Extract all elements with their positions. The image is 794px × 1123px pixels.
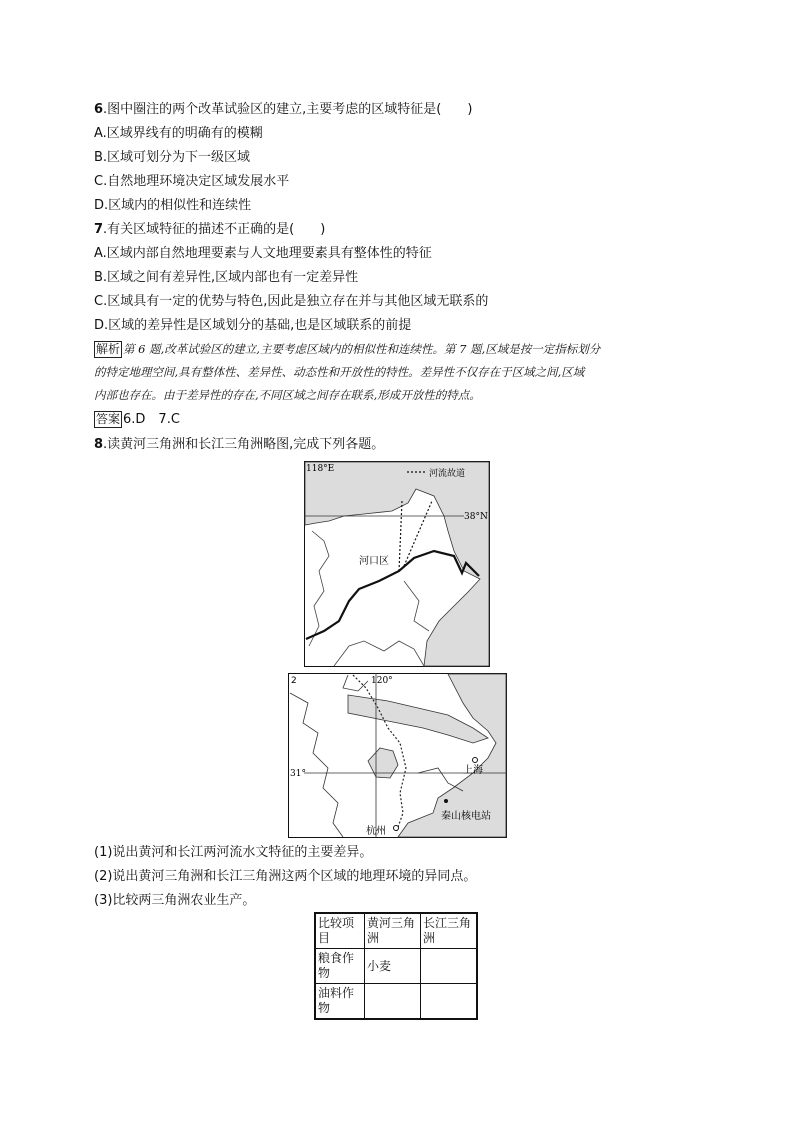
yellow-river-delta-map: [304, 461, 490, 667]
shanghai-label: 上海: [463, 765, 483, 776]
answer-text: 6.D 7.C: [123, 412, 180, 427]
q8-sub-1: (1)说出黄河和长江两河流水文特征的主要差异。: [94, 845, 373, 860]
explanation-line-1: [94, 338, 700, 361]
yangtze-river-map-svg: [288, 673, 507, 838]
q7-option-c: C.区域具有一定的优势与特色,因此是独立存在并与其他区域无联系的: [94, 294, 489, 309]
q6-option-d: D.区域内的相似性和连续性: [94, 198, 252, 213]
map1-longitude-label: 118°E: [306, 464, 335, 474]
q7-option-d: D.区域的差异性是区域划分的基础,也是区域联系的前提: [94, 318, 412, 333]
yangtze-river-delta-map: [288, 673, 507, 838]
agriculture-comparison-table: [314, 912, 478, 1020]
q7-stem-text: .有关区域特征的描述不正确的是( ): [103, 222, 326, 237]
q8-stem-text: .读黄河三角洲和长江三角洲略图,完成下列各题。: [103, 437, 385, 452]
q7-option-a: A.区域内部自然地理要素与人文地理要素具有整体性的特征: [94, 246, 432, 261]
map2-latitude-label: 31°: [290, 769, 306, 779]
map1-legend-label: 河流故道: [429, 469, 466, 479]
map1-latitude-label: 38°N: [464, 512, 488, 522]
header-yangtze: 长江三角洲: [421, 913, 478, 949]
q6-stem-text: .图中圈注的两个改革试验区的建立,主要考虑的区域特征是( ): [103, 102, 473, 117]
hekou-district-label: 河口区: [359, 556, 389, 567]
map2-corner-label: 2: [291, 676, 297, 686]
q6-stem: [94, 101, 472, 119]
qinshan-marker: [444, 799, 448, 803]
map2-longitude-label: 120°: [371, 676, 393, 686]
row-yellow-value: [365, 984, 421, 1020]
q8-stem: [94, 436, 384, 454]
q6-option-c: C.自然地理环境决定区域发展水平: [94, 174, 290, 189]
q7-stem: [94, 221, 325, 239]
row-item: 粮食作物: [315, 949, 365, 984]
table-header-row: [315, 913, 477, 949]
q6-option-a: A.区域界线有的明确有的模糊: [94, 126, 263, 141]
answer: [94, 411, 180, 429]
row-item: 油料作物: [315, 984, 365, 1020]
yellow-river-map-svg: [304, 461, 490, 667]
q6-number: 6: [94, 102, 104, 117]
q8-sub-3: (3)比较两三角洲农业生产。: [94, 893, 256, 908]
qinshan-label: 秦山核电站: [441, 811, 491, 822]
explanation-line-2: 的特定地理空间,具有整体性、差异性、动态性和开放性的特性。差异性不仅存在于区域之间,区域: [94, 365, 585, 379]
q8-number: 8: [94, 437, 104, 452]
q8-sub-2: (2)说出黄河三角洲和长江三角洲这两个区域的地理环境的异同点。: [94, 869, 477, 884]
row-yellow-value: 小麦: [365, 949, 421, 984]
explanation: [94, 338, 700, 407]
explanation-text-1: 第 6 题,改革试验区的建立,主要考虑区域内的相似性和连续性。第 7 题,区域是按一定指标划分: [123, 342, 601, 356]
header-item: 比较项目: [315, 913, 365, 949]
shanghai-marker: [473, 758, 478, 763]
row-yangtze-value: [421, 984, 478, 1020]
table-row: [315, 984, 477, 1020]
hangzhou-marker: [394, 826, 399, 831]
q6-option-b: B.区域可划分为下一级区域: [94, 150, 251, 165]
explanation-line-3: 内部也存在。由于差异性的存在,不同区域之间存在联系,形成开放性的特点。: [94, 388, 481, 402]
row-yangtze-value: [421, 949, 478, 984]
explanation-tag: 解析: [96, 342, 121, 356]
table-row: [315, 949, 477, 984]
hangzhou-label: 杭州: [366, 826, 386, 837]
answer-tag: 答案: [96, 412, 121, 426]
q7-option-b: B.区域之间有差异性,区域内部也有一定差异性: [94, 270, 359, 285]
q7-number: 7: [94, 222, 104, 237]
header-yellow: 黄河三角洲: [365, 913, 421, 949]
